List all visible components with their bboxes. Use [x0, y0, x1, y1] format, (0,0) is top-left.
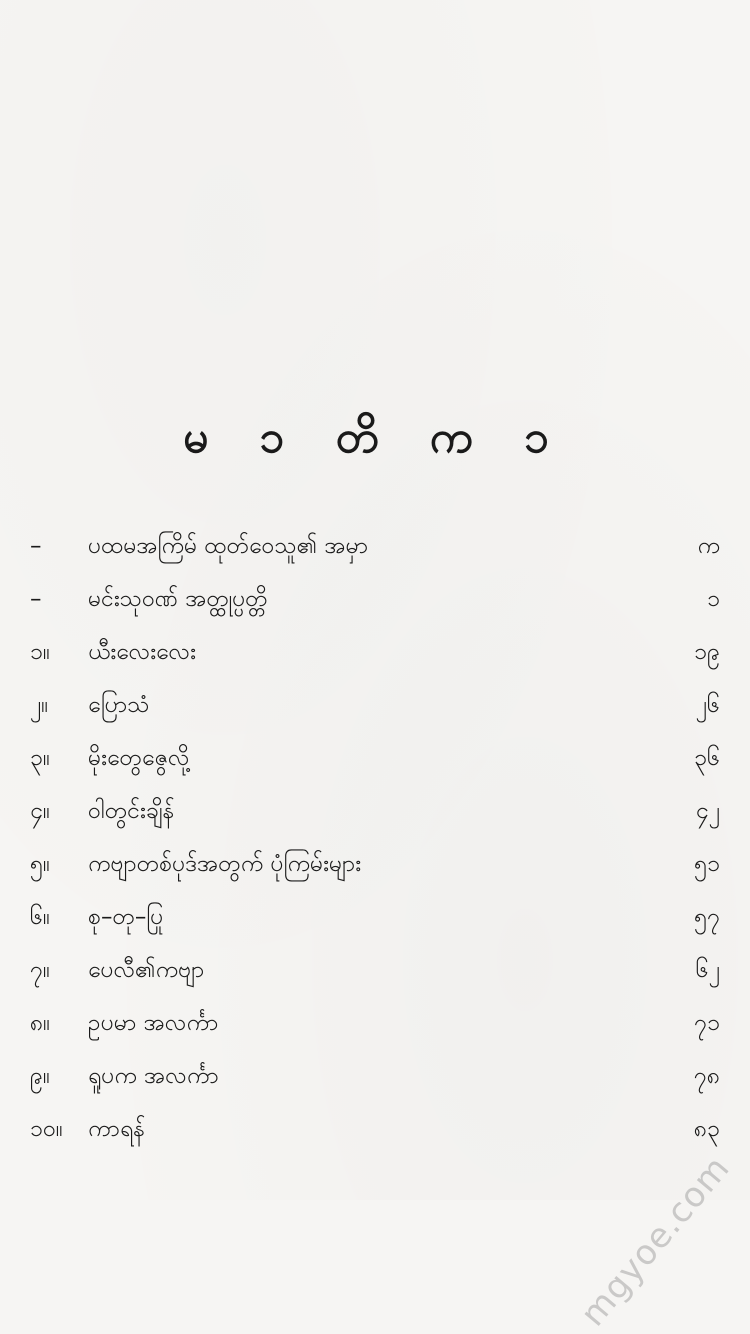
toc-entry [30, 1103, 720, 1156]
toc-entry [30, 626, 720, 679]
toc-entry [30, 1050, 720, 1103]
toc-entry [30, 838, 720, 891]
toc-entry-title: ဥပမာ အလင်္ကာ [88, 1009, 219, 1036]
toc-entry-page: ၃၆ [694, 744, 720, 771]
toc-entry [30, 997, 720, 1050]
toc-entry-title: ရူပက အလင်္ကာ [88, 1062, 219, 1089]
toc-entry-number: ၃။ [30, 744, 50, 771]
toc-entry [30, 891, 720, 944]
table-of-contents [30, 520, 720, 1156]
toc-entry-title: ယီးလေးလေး [88, 638, 196, 665]
toc-entry-page: ၇၈ [693, 1062, 720, 1089]
toc-entry-title: မင်းသုဝဏ် အတ္ထုပ္ပတ္တိ [88, 585, 268, 612]
toc-entry-title: ပြောသံ [88, 691, 150, 718]
toc-entry-page: က [697, 532, 720, 559]
page-title: မ ၁ တိ က ၁ [183, 412, 567, 463]
toc-entry-number: ၇။ [30, 956, 50, 983]
toc-entry-page: ၂၆ [695, 691, 720, 718]
toc-entry-number: – [30, 585, 42, 612]
toc-entry [30, 944, 720, 997]
toc-entry-number: ၁၀။ [30, 1115, 63, 1142]
toc-entry-title: ကဗျာတစ်ပုဒ်အတွက် ပုံကြမ်းများ [88, 850, 362, 877]
toc-entry [30, 679, 720, 732]
toc-entry [30, 732, 720, 785]
toc-entry [30, 573, 720, 626]
toc-entry [30, 520, 720, 573]
toc-entry-page: ၅၁ [694, 850, 720, 877]
toc-entry-number: ၆။ [30, 903, 50, 930]
toc-entry-title: မိုးတွေဇွေလို့ [88, 744, 190, 771]
watermark: mgyoe.com [573, 1148, 738, 1334]
toc-entry-page: ၈၃ [693, 1115, 720, 1142]
toc-entry-title: ကာရန် [88, 1115, 146, 1142]
toc-entry-number: ၅။ [30, 850, 50, 877]
toc-entry-number: ၄။ [30, 797, 50, 824]
toc-entry-title: ပေလီ၏ကဗျာ [88, 956, 205, 983]
toc-entry-page: ၁၉ [694, 638, 720, 665]
toc-entry-number: ၁။ [30, 638, 50, 665]
toc-entry-number: ၈။ [30, 1009, 51, 1036]
toc-entry-page: ၄၂ [695, 797, 720, 824]
toc-entry-title: စု–တု–ပြု [88, 903, 164, 930]
toc-entry-page: ၅၇ [694, 903, 720, 930]
toc-entry-page: ၆၂ [695, 956, 720, 983]
toc-entry-page: ၁ [707, 585, 720, 612]
toc-entry-number: ၂။ [30, 691, 49, 718]
toc-entry-page: ၇၁ [694, 1009, 720, 1036]
toc-entry-title: ဝါတွင်းချိန် [88, 797, 175, 824]
toc-entry [30, 785, 720, 838]
toc-entry-number: ၉။ [30, 1062, 50, 1089]
toc-entry-number: – [30, 532, 42, 559]
toc-entry-title: ပထမအကြိမ် ထုတ်ဝေသူ၏ အမှာ [88, 532, 369, 559]
